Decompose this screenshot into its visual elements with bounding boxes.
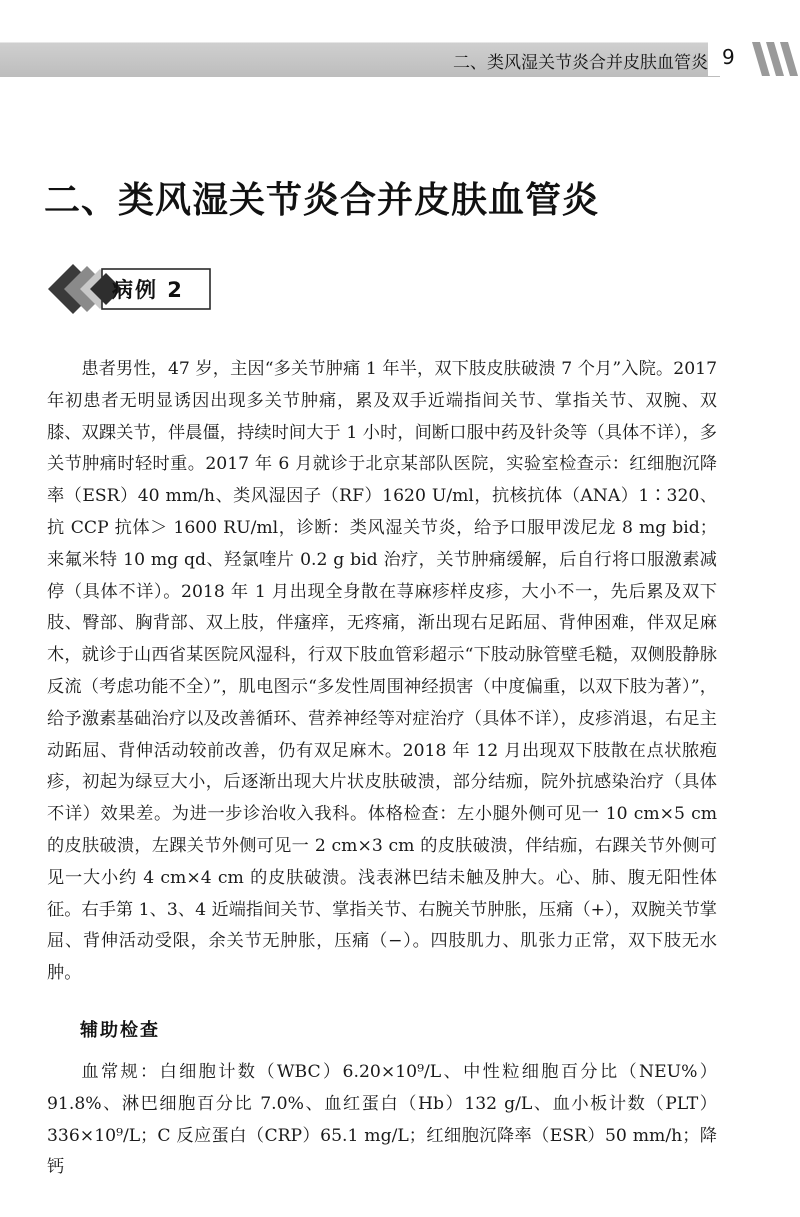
case-label: 病例 2 [112, 278, 184, 302]
aux-exam-heading: 辅助检查 [80, 1020, 160, 1041]
history-paragraph: 患者男性，47 岁，主因“多关节肿痛 1 年半，双下肢皮肤破溃 7 个月”入院。2017 年初患者无明显诱因出现多关节肿痛，累及双手近端指间关节、掌指关节、双腕、双膝、双踝关节，伴晨僵，持续时间大于 1 小时，间断口服中药及针灸等（具体不详），多关节肿痛时轻时重。2017 年 6 月就诊于北京某部队医院，实验室检查示：红细胞沉降率（ESR）40 mm/h、类风湿因子（RF）1620 U/ml，抗核抗体（ANA）1∶320、抗 CCP 抗体＞ 1600 RU/ml，诊断：类风湿关节炎，给予口服甲泼尼龙 8 mg bid；来氟米特 10 mg qd、羟氯喹片 0.2 g bid 治疗，关节肿痛缓解，后自行将口服激素减停（具体不详）。2018 年 1 月出现全身散在荨麻疹样皮疹，大小不一，先后累及双下肢、臀部、胸背部、双上肢，伴瘙痒，无疼痛，渐出现右足跖屈、背伸困难，伴双足麻木，就诊于山西省某医院风湿科，行双下肢血管彩超示“下肢动脉管壁毛糙，双侧股静脉反流（考虑功能不全）”，肌电图示“多发性周围神经损害（中度偏重，以双下肢为著）”，给予激素基础治疗以及改善循环、营养神经等对症治疗（具体不详），皮疹消退，右足主动跖屈、背伸活动较前改善，仍有双足麻木。2018 年 12 月出现双下肢散在点状脓疱疹，初起为绿豆大小，后逐渐出现大片状皮肤破溃，部分结痂，院外抗感染治疗（具体不详）效果差。为进一步诊治收入我科。体格检查：左小腿外侧可见一 10 cm×5 cm 的皮肤破溃，左踝关节外侧可见一 2 cm×3 cm 的皮肤破溃，伴结痂，右踝关节外侧可见一大小约 4 cm×4 cm 的皮肤破溃。浅表淋巴结未触及肿大。心、肺、腹无阳性体征。右手第 1、3、4 近端指间关节、掌指关节、右腕关节肿胀，压痛（+），双腕关节掌屈、背伸活动受限，余关节无肿胀，压痛（−）。四肢肌力、肌张力正常，双下肢无水肿。 [47, 359, 717, 984]
stripes-decoration-icon [748, 42, 800, 78]
page-number: 9 [722, 45, 735, 69]
running-title: 二、类风湿关节炎合并皮肤血管炎 [453, 53, 708, 73]
chapter-title: 二、类风湿关节炎合并皮肤血管炎 [44, 180, 600, 221]
running-header [0, 42, 800, 78]
lab-results-paragraph: 血常规：白细胞计数（WBC）6.20×10⁹/L、中性粒细胞百分比（NEU%）91.8%、淋巴细胞百分比 7.0%、血红蛋白（Hb）132 g/L、血小板计数（PLT）336×10⁹/L；C 反应蛋白（CRP）65.1 mg/L；红细胞沉降率（ESR）50 mm/h；降钙 [47, 1062, 717, 1178]
